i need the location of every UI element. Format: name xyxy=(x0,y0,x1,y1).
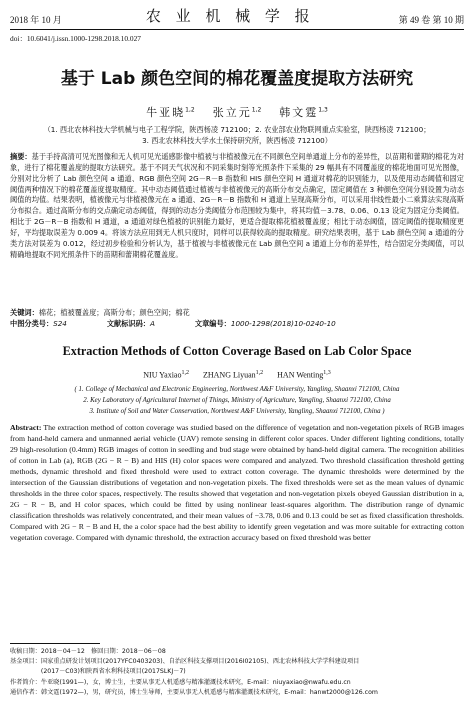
abstract-label: 摘要： xyxy=(10,152,32,161)
abstract-label: Abstract: xyxy=(10,423,42,432)
author-affiliation-mark: 1,3 xyxy=(318,106,328,114)
footnote-corresponding: 通信作者：韩文霆(1972—)，男，研究员，博士生导师，主要从事无人机遥感与精准灌溉技术研究，E-mail：hanwt2000@126.com xyxy=(10,688,378,696)
classification-line xyxy=(10,319,464,329)
article-no-value: 1000-1298(2018)10-0240-10 xyxy=(230,319,336,328)
document-code xyxy=(107,319,155,329)
doc-code-label: 文献标识码： xyxy=(106,319,150,328)
footnote-funding: 基金项目：国家重点研发计划项目(2017YFC0403203)、自治区科技支撑项目(2016I02105)、西北农林科技大学学科建设项目 xyxy=(10,658,360,666)
affiliation-line: （1. 西北农林科技大学机械与电子工程学院，陕西杨凌 712100；2. 农业部农业物联网重点实验室，陕西杨凌 712100； xyxy=(43,125,431,134)
author-affiliation-mark: 1,2 xyxy=(181,370,189,376)
journal-name: 农 业 机 械 学 报 xyxy=(145,7,315,25)
article-number xyxy=(195,319,336,329)
chinese-authors xyxy=(10,104,464,120)
english-affiliations xyxy=(10,384,464,417)
article-no-label: 文章编号： xyxy=(194,319,231,328)
clc-number xyxy=(10,319,67,329)
chinese-title: 基于 Lab 颜色空间的棉花覆盖度提取方法研究 xyxy=(60,69,414,89)
affiliation-line: 3. 西北农林科技大学水土保持研究所，陕西杨凌 712100） xyxy=(142,136,332,145)
english-authors xyxy=(10,370,464,380)
chinese-affiliations xyxy=(10,124,464,146)
author-name: 韩文霆 xyxy=(279,106,319,119)
header-volume: 第 49 卷 第 10 期 xyxy=(398,15,464,25)
keywords-label: 关键词： xyxy=(10,308,39,317)
author-name: 牛亚晓 xyxy=(146,106,186,119)
author-affiliation-mark: 1,2 xyxy=(255,370,264,376)
author-affiliation-mark: 1,3 xyxy=(323,370,331,376)
author-affiliation-mark: 1,2 xyxy=(251,106,262,114)
footnote-rule xyxy=(10,643,100,644)
author-name: NIU Yaxiao xyxy=(143,370,182,380)
affiliation-line: ( 1. College of Mechanical and Electronic Engineering, Northwest A&F University, Yangling, Shaanxi 712100, China xyxy=(74,386,400,393)
abstract-text: The extraction method of cotton coverage was studied based on the difference of vegetation and non-vegetation pixels of RGB images from hand-held camera and unmanned aerial vehicle (UAV) remote sensing in different color spaces. Under different lighting conditions, totally 29 high-resolution (0.4mm) RGB images of cotton in seedling and bud stage were obtained by hand-held digital camera. The recognition abilities of cotton in Lab (a), RGB (2G − R − B) and HIS (H) color spaces were compared and analyzed. Two threshold classification threshold getting methods, dynamic threshold and fixed threshold were used to extract cotton coverage. The dynamic thresholds were determined by the intersection of the Gaussian distributions of vegetation and non-vegetation pixels. The fixed thresholds were set as the mean values of dynamic thresholds in the three color spaces, respectively. The results showed that vegetation and non-vegetation pixels obeyed Gaussian distribution in a, 2G − R − B, and H color spaces, which could be fitted by using nonlinear least-squares algorithm. The distribution range of dynamic classification thresholds was relatively concentrated, and their mean values of −3.78, 0.06 and 0.13 could be set as fixed classification thresholds. Compared with 2G − R − B and H, the a color space had the best ability to identify green vegetation and was more suitable for extracting cotton vegetation coverage. Compared with dynamic threshold, the extraction accuracy based on fixed threshold was better xyxy=(10,423,464,543)
english-abstract xyxy=(10,422,464,544)
doc-code-value: A xyxy=(150,319,155,328)
chinese-keywords xyxy=(10,307,464,318)
footnote-author-bio: 作者简介：牛亚晓(1991—)，女，博士生，主要从事无人机遥感与精准灌溉技术研究，E-mail：niuyaxiao@nwafu.edu.cn xyxy=(10,678,351,686)
footnotes xyxy=(10,647,464,698)
author-name: ZHANG Liyuan xyxy=(202,370,256,380)
clc-value: S24 xyxy=(53,319,67,328)
doi: doi：10.6041/j.issn.1000-1298.2018.10.027 xyxy=(10,34,141,43)
affiliation-line: 2. Key Laboratory of Agricultural Internet of Things, Ministry of Agriculture, Yangling, Shaanxi 712100, China xyxy=(83,397,391,404)
chinese-abstract xyxy=(10,152,464,260)
author-affiliation-mark: 1,2 xyxy=(185,106,195,114)
keywords-text: 棉花；植被覆盖度；高斯分布；颜色空间；棉花 xyxy=(38,308,190,317)
header-date: 2018 年 10 月 xyxy=(10,15,62,25)
footnote-funding-cont: (2017－C03)和陕西省水利科技项目(2017SLKJ－7) xyxy=(10,668,186,676)
header-rule xyxy=(10,29,464,30)
abstract-text: 基于手持高清可见光图像和无人机可见光遥感影像中植被与非植被像元在不同颜色空间单通道上分布的差异性，以苗期和蕾期的棉花为对象，进行了棉花覆盖度的提取方法研究。基于不同天气状况和不同采集时刻等光照条件下采集的 29 幅具有不同覆盖度的棉花地面可见光图像，分别对比分析了 Lab 颜色空间 a 通道、RGB 颜色空间 2G－R－B 指数和 HIS 颜色空间 H 通道对棉花的识别能力，以及使用动态阈值和固定阈值两种情况下的棉花覆盖度提取精度。其中动态阈值通过植被与非植被像元的高斯分布交点确定，固定阈值在 3 种颜色空间分别设置为动态阈值的均值。结果表明，植被像元与非植被像元在 a 通道、2G－R－B 指数和 H 通道上呈现高斯分布，可以采用非线性最小二乘算法实现高斯分布拟合。通过高斯分布的交点确定动态阈值，得到的动态分类阈值分布范围较为集中，将其均值－3.78、0.06、0.13 设定为固定分类阈值。相比于 2G－R－B 指数和 H 通道，a 通道对绿色植被的识别能力最好，更适合提取棉花植被覆盖度；相比于动态阈值，固定阈值的提取精度更好，平均提取误差为 0.009 4。将该方法应用到无人机只度时，同样可以获得较高的提取精度。研究结果表明，基于 Lab 颜色空间 a 通道的分类方法对误差为 0.012，经过初步检验和分析认为，基于植被与非植被像元在 Lab 颜色空间 a 通道上分布的差异性，结合固定分类阈值，可以精确地提取不同光照条件下的苗期和蕾期棉花覆盖度。 xyxy=(10,152,464,259)
author-name: HAN Wenting xyxy=(277,370,324,380)
footnote-received: 收稿日期：2018－04－12 修回日期：2018－06－08 xyxy=(10,648,166,655)
affiliation-line: 3. Institute of Soil and Water Conservation, Northwest A&F University, Yangling, Shaanxi 712100, China ) xyxy=(89,408,385,415)
running-header xyxy=(10,6,464,26)
clc-label: 中图分类号： xyxy=(10,319,54,328)
author-name: 张立元 xyxy=(212,106,252,119)
english-title: Extraction Methods of Cotton Coverage Based on Lab Color Space xyxy=(62,344,412,358)
